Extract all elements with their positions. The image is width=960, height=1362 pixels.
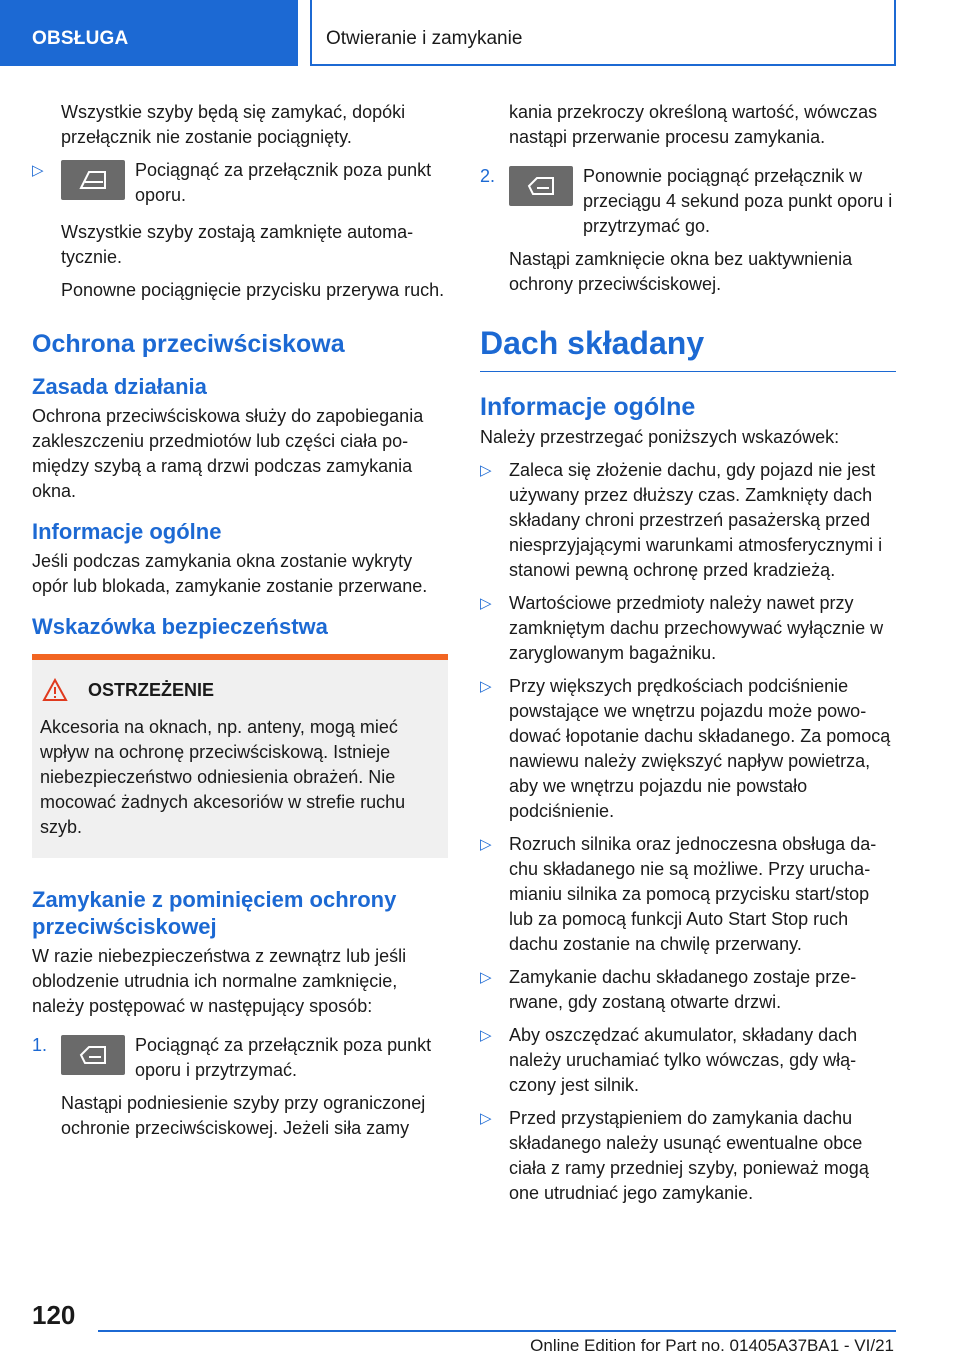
edition-label: Online Edition for Part no. 01405A37BA1 - VI/21 xyxy=(530,1336,894,1355)
step-number: 2. xyxy=(480,166,496,186)
warning-title xyxy=(40,678,438,703)
list-item-text: Wartościowe przedmioty należy nawet przy zamkniętym dachu przechowywać wyłącznie w zaryglowanym bagażniku. xyxy=(509,593,884,663)
heading-folding-roof: Dach składany xyxy=(480,323,896,372)
intro-continuation: Wszystkie szyby będą się zamykać, dopóki przełącznik nie zostanie pociągnięty. xyxy=(61,102,406,147)
chapter-tab xyxy=(310,0,896,66)
step-1 xyxy=(32,1033,448,1083)
heading-general-info: Informacje ogólne xyxy=(32,519,222,544)
step-2 xyxy=(480,164,896,239)
window-switch-icon xyxy=(509,166,573,206)
list-item xyxy=(480,458,896,583)
list-item-text: Zamykanie dachu składanego zostaje przerwane, gdy zostaną otwarte drzwi. xyxy=(509,967,857,1012)
heading-bypass: Zamykanie z pominięciem ochrony przeciwściskowej xyxy=(32,887,397,939)
step-2-result: Nastąpi zamknięcie okna bez uaktywnienia ochrony przeciwściskowej. xyxy=(509,249,853,294)
step-1-result: Nastąpi podniesienie szyby przy ograniczonej ochronie przeciwściskowej. Jeżeli siła zamy xyxy=(61,1093,426,1138)
step-pull-text: Pociągnąć za przełącznik poza punkt oporu. xyxy=(135,160,432,205)
list-item-text: Przy większych prędkościach podciśnienie powstające we wnętrzu pojazdu może powodować łopotanie dachu składanego. Za pomocą nawiewu należy zwiększyć napływ powietrza, aby we wnętrzu pojazdu nie powstało podciśnienie. xyxy=(509,676,891,821)
step-1-text: Pociągnąć za przełącznik poza punkt oporu i przytrzymać. xyxy=(135,1035,432,1080)
interrupt-text: Ponowne pociągnięcie przycisku przerywa ruch. xyxy=(61,280,445,300)
list-item-text: Rozruch silnika oraz jednoczesna obsługa dachu składanego nie są możliwe. Przy uruchamianiu silnika za pomocą przycisku start/stop lub za pomocą funkcji Auto Start Stop ruch dachu zostanie na chwilę przerwany. xyxy=(509,834,877,954)
heading-general-info: Informacje ogólne xyxy=(480,393,696,421)
general-text: Jeśli podczas zamykania okna zostanie wykryty opór lub blokada, zamykanie zostanie przerwane. xyxy=(32,551,428,596)
heading-safety-note: Wskazówka bezpieczeństwa xyxy=(32,614,328,639)
chapter-label: Otwieranie i zamykanie xyxy=(326,28,523,49)
bullet-marker: ▷ xyxy=(480,678,492,695)
principle-text: Ochrona przeciwściskowa służy do zapobiegania zakleszczeniu przedmiotów lub części ciała pomiędzy szybą a ramą drzwi podczas zamykania okna. xyxy=(32,406,424,501)
section-label: OBSŁUGA xyxy=(32,28,129,49)
page-footer xyxy=(0,1300,960,1362)
warning-box xyxy=(32,654,448,858)
step-1-result-continuation: kania przekroczy określoną wartość, wówczas nastąpi przerwanie procesu zamykania. xyxy=(509,102,878,147)
bullet-marker: ▷ xyxy=(480,836,492,853)
step-number: 1. xyxy=(32,1035,48,1055)
list-item xyxy=(480,965,896,1015)
page-header xyxy=(0,0,960,66)
footer-divider xyxy=(98,1330,896,1332)
left-column xyxy=(32,100,448,1149)
section-tab xyxy=(0,0,298,66)
window-switch-icon xyxy=(61,160,125,200)
bullet-marker: ▷ xyxy=(480,969,492,986)
bullet-marker: ▷ xyxy=(480,462,492,479)
bullet-marker: ▷ xyxy=(32,162,44,179)
list-item xyxy=(480,1023,896,1098)
right-column xyxy=(480,100,896,1214)
bypass-text: W razie niebezpieczeństwa z zewnątrz lub jeśli oblodzenie utrudnia ich normalne zamknięcie, należy postępować w następujący sposób: xyxy=(32,946,407,1016)
heading-pinch-protection: Ochrona przeciwściskowa xyxy=(32,330,345,358)
warning-text: Akcesoria na oknach, np. anteny, mogą mieć wpływ na ochronę przeciwściskową. Istnieje niebezpieczeństwo odniesienia obrażeń. Nie mocować żadnych akcesoriów w strefie ruchu szyb. xyxy=(40,717,406,837)
list-item-text: Aby oszczędzać akumulator, składany dach należy uruchamiać tylko wówczas, gdy włączony jest silnik. xyxy=(509,1025,858,1095)
page-number: 120 xyxy=(32,1300,76,1330)
bullet-marker: ▷ xyxy=(480,1110,492,1127)
window-switch-icon xyxy=(61,1035,125,1075)
auto-close-text: Wszystkie szyby zostają zamknięte automatycznie. xyxy=(61,222,414,267)
warning-title-label: OSTRZEŻENIE xyxy=(88,680,215,700)
list-item xyxy=(480,591,896,666)
step-pull-switch xyxy=(32,158,448,212)
general-intro: Należy przestrzegać poniższych wskazówek: xyxy=(480,427,840,447)
list-item xyxy=(480,832,896,957)
list-item-text: Zaleca się złożenie dachu, gdy pojazd nie jest używany przez dłuższy czas. Zamknięty dach składany chroni przestrzeń pasażerską przed niesprzyjającymi warunkami atmosferycznymi i stanowi pewną ochronę przed kradzieżą. xyxy=(509,460,883,580)
bullet-marker: ▷ xyxy=(480,595,492,612)
list-item xyxy=(480,674,896,824)
bullet-marker: ▷ xyxy=(480,1027,492,1044)
heading-principle: Zasada działania xyxy=(32,374,207,399)
list-item xyxy=(480,1106,896,1206)
list-item-text: Przed przystąpieniem do zamykania dachu składanego należy usunąć ewentualne obce ciała z ramy przedniej szyby, ponieważ mogą one utrudniać jego zamykanie. xyxy=(509,1108,869,1203)
step-2-text: Ponownie pociągnąć przełącznik w przeciągu 4 sekund poza punkt oporu i przytrzymać go. xyxy=(583,166,893,236)
warning-triangle-icon xyxy=(42,678,68,709)
